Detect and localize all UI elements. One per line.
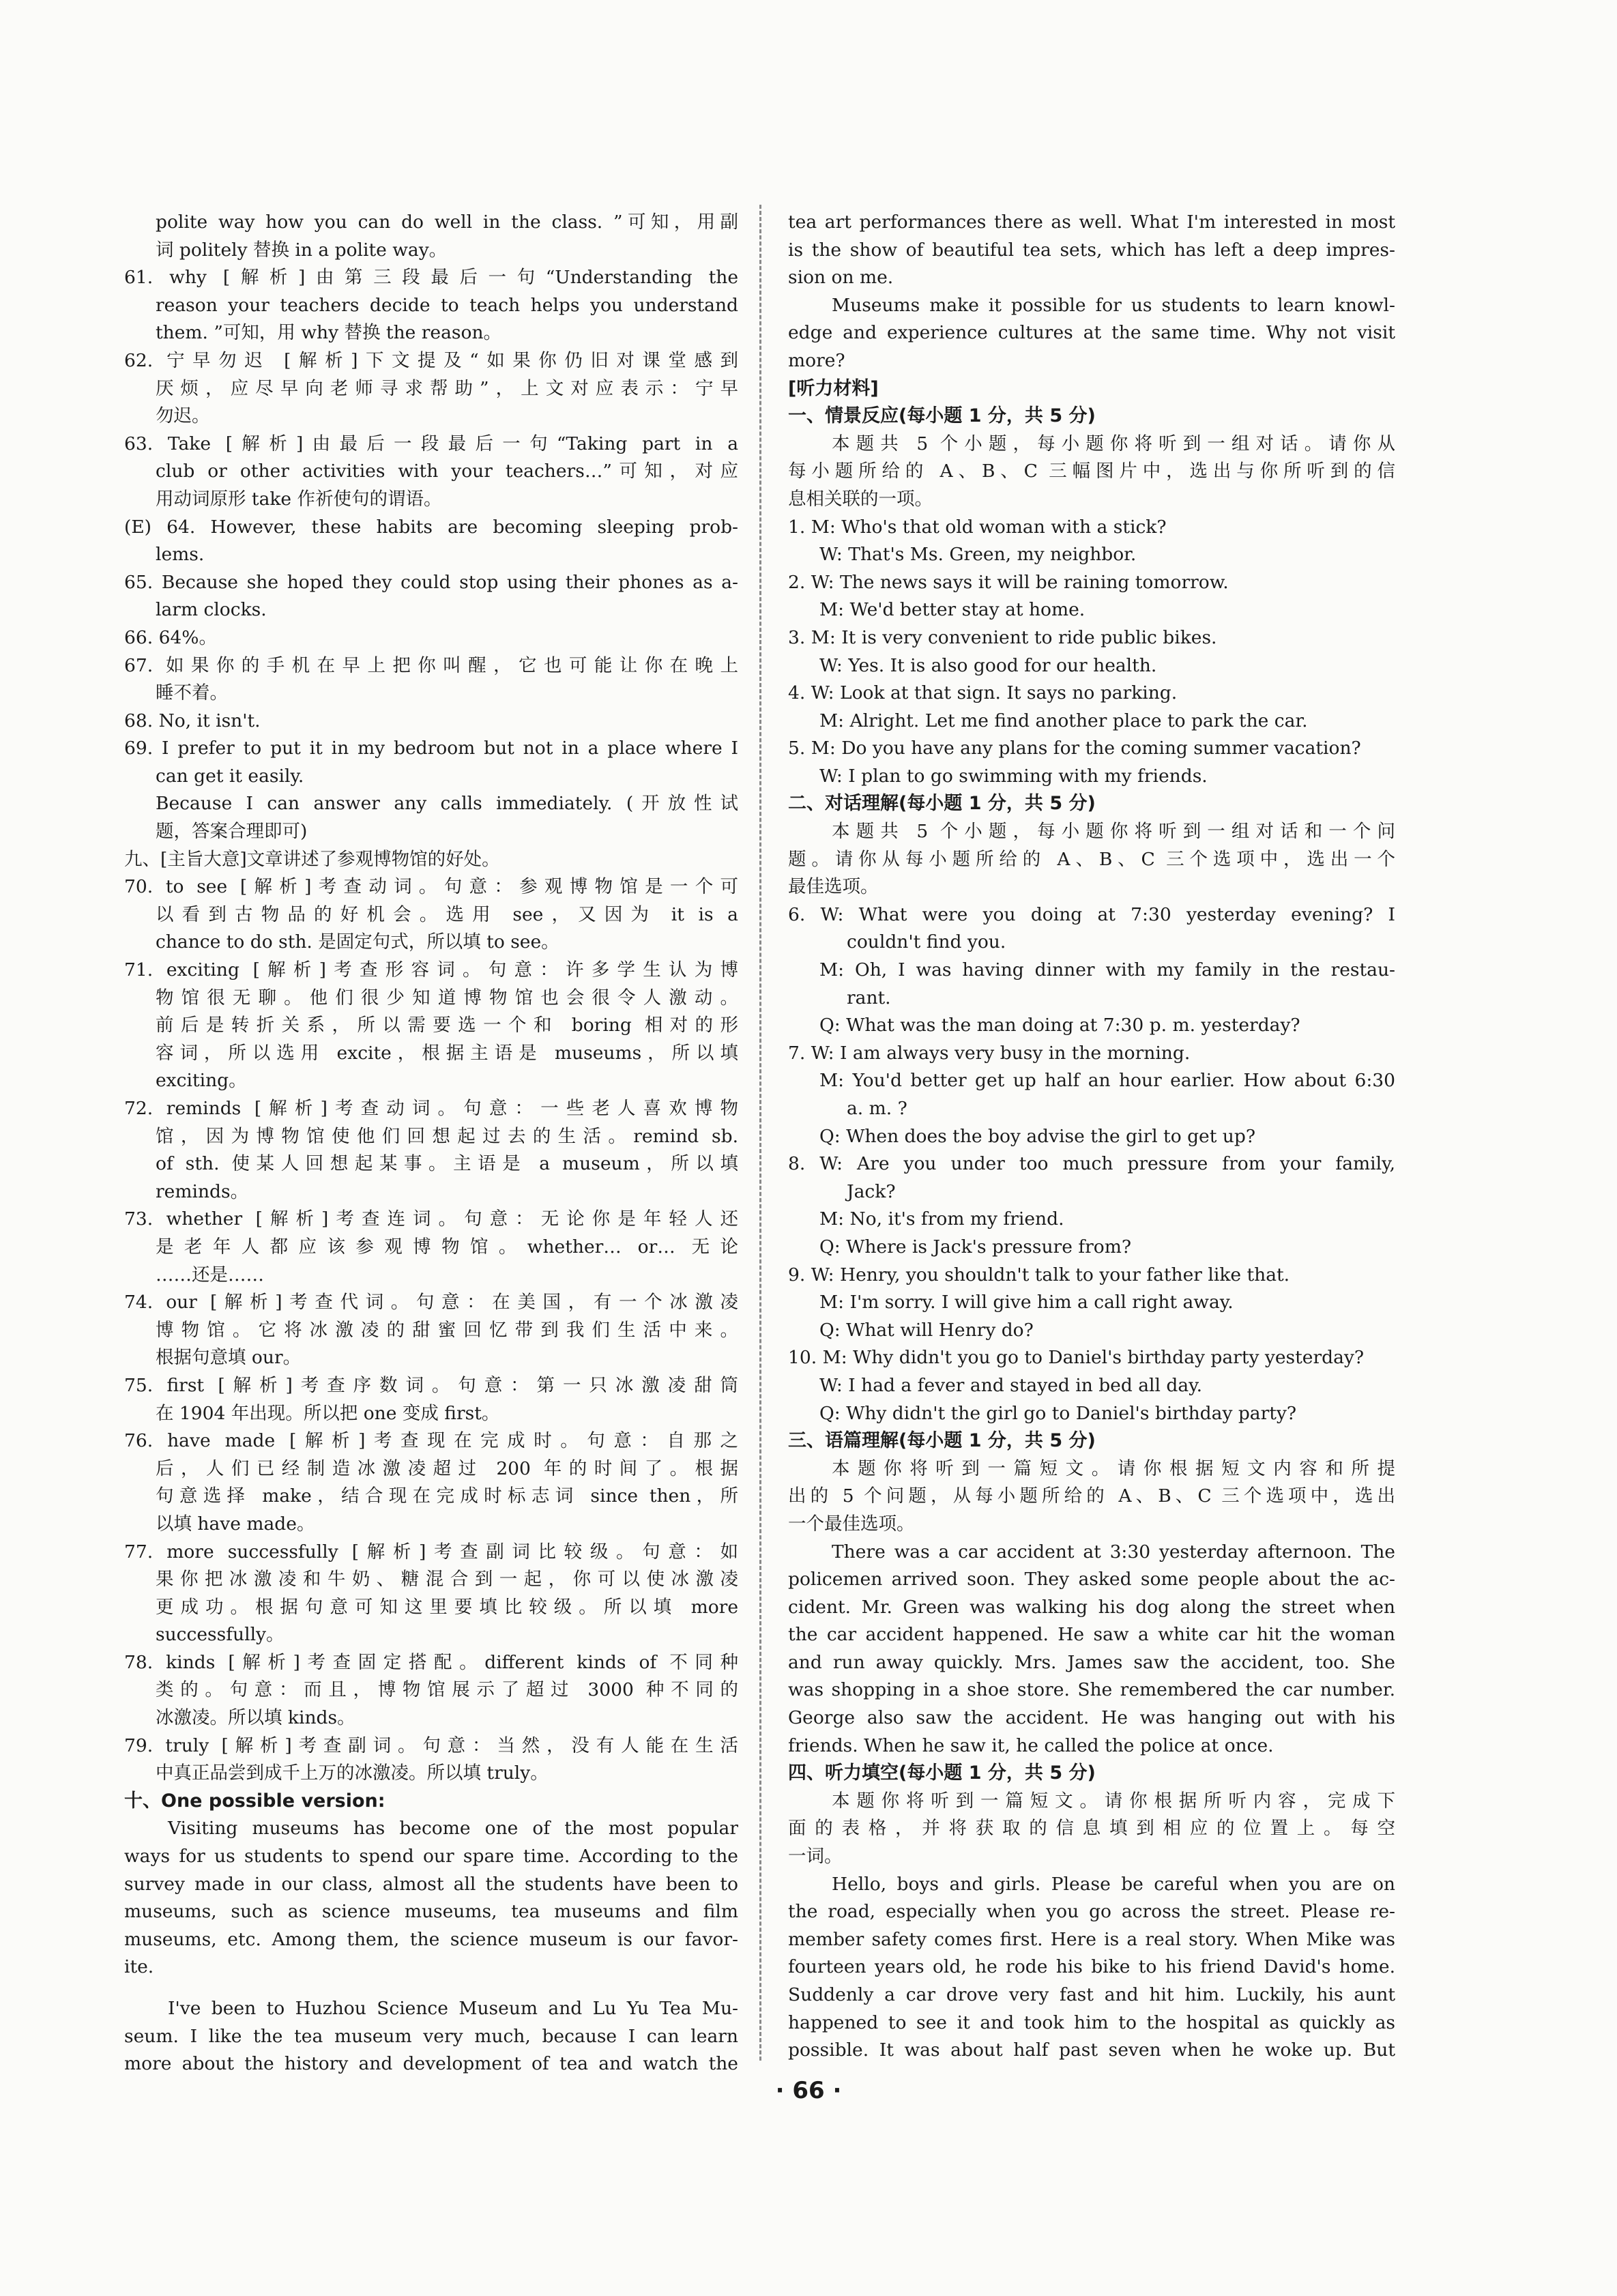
right-text-line: more? bbox=[788, 349, 845, 371]
left-text-line: survey made in our class, almost all the students have been to bbox=[124, 1873, 738, 1895]
left-text-line: 后，人们已经制造冰激凌超过 200 年的时间了。根据 bbox=[156, 1457, 738, 1479]
right-text-line: Museums make it possible for us students to learn knowl- bbox=[832, 294, 1395, 316]
left-text-line: of sth. 使某人回想起某事。主语是 a museum，所以填 bbox=[156, 1153, 738, 1175]
left-text-line: 72. reminds [解析]考查动词。句意：一些老人喜欢博物 bbox=[124, 1098, 738, 1119]
right-text-line: happened to see it and took him to the hospital as quickly as bbox=[788, 2011, 1395, 2033]
right-text-line: Suddenly a car drove very fast and hit him. Luckily, his aunt bbox=[788, 1984, 1395, 2005]
right-text-line: M: Alright. Let me find another place to park the car. bbox=[819, 710, 1308, 731]
left-text-line: 63. Take [解析]由最后一段最后一句“Taking part in a bbox=[124, 433, 738, 454]
left-text-line: 75. first [解析]考查序数词。句意：第一只冰激凌甜筒 bbox=[124, 1374, 738, 1396]
right-text-line: W: I had a fever and stayed in bed all day. bbox=[819, 1374, 1203, 1396]
left-column bbox=[124, 209, 738, 2078]
left-text-line: 九、[主旨大意]文章讲述了参观博物馆的好处。 bbox=[124, 848, 500, 870]
right-text-line: 四、听力填空(每小题 1 分，共 5 分) bbox=[788, 1762, 1096, 1784]
left-text-line: 中真正品尝到成千上万的冰激凌。所以填 truly。 bbox=[156, 1762, 549, 1784]
right-text-line: M: We'd better stay at home. bbox=[819, 599, 1086, 621]
left-text-line: 71. exciting [解析]考查形容词。句意：许多学生认为博 bbox=[124, 959, 738, 981]
left-text-line: ite. bbox=[124, 1956, 154, 1978]
left-text-line: 68. No, it isn't. bbox=[124, 710, 261, 731]
right-text-line: Q: What was the man doing at 7:30 p. m. yesterday? bbox=[819, 1015, 1300, 1036]
left-text-line: reminds。 bbox=[156, 1180, 249, 1202]
left-text-line: 70. to see [解析]考查动词。句意：参观博物馆是一个可 bbox=[124, 876, 738, 898]
right-text-line: tea art performances there as well. What I'm interested in most bbox=[788, 212, 1395, 233]
right-text-line: policemen arrived soon. They asked some people about the ac- bbox=[788, 1569, 1395, 1590]
right-text-line: [听力材料] bbox=[788, 377, 879, 399]
right-text-line: is the show of beautiful tea sets, which has left a deep impres- bbox=[788, 239, 1395, 261]
left-text-line bbox=[124, 1981, 738, 1995]
right-text-line: a. m. ? bbox=[847, 1098, 907, 1119]
left-text-line: 73. whether [解析]考查连词。句意：无论你是年轻人还 bbox=[124, 1208, 738, 1230]
left-text-line: more about the history and development of tea and watch the bbox=[124, 2053, 738, 2075]
right-text-line: sion on me. bbox=[788, 267, 894, 289]
right-text-line: and run away quickly. Mrs. James saw the accident, too. She bbox=[788, 1651, 1395, 1673]
right-text-line: the road, especially when you go across the street. Please re- bbox=[788, 1901, 1395, 1923]
left-text-line: 76. have made [解析]考查现在完成时。句意：自那之 bbox=[124, 1430, 738, 1452]
left-text-line: Visiting museums has become one of the most popular bbox=[168, 1818, 738, 1840]
left-text-line: 69. I prefer to put it in my bedroom but not in a place where I bbox=[124, 738, 738, 759]
right-text-line: Q: What will Henry do? bbox=[819, 1319, 1034, 1341]
left-text-line: 勿迟。 bbox=[156, 405, 210, 427]
left-text-line: 根据句意填 our。 bbox=[156, 1347, 302, 1369]
left-text-line: 馆，因为博物馆使他们回想起过去的生活。remind sb. bbox=[156, 1125, 738, 1147]
left-text-line: 65. Because she hoped they could stop using their phones as a- bbox=[124, 571, 738, 593]
left-text-line: 词 politely 替换 in a polite way。 bbox=[156, 239, 448, 261]
right-text-line: M: I'm sorry. I will give him a call right away. bbox=[819, 1292, 1234, 1313]
right-text-line: 本题共 5 个小题，每小题你将听到一组对话和一个问 bbox=[832, 821, 1395, 843]
right-text-line: fourteen years old, he rode his bike to his friend David's home. bbox=[788, 1956, 1395, 1978]
right-text-line: possible. It was about half past seven when he woke up. But bbox=[788, 2039, 1395, 2061]
right-text-line: 本题你将听到一篇短文。请你根据所听内容，完成下 bbox=[832, 1790, 1395, 1812]
right-text-line: Q: Why didn't the girl go to Daniel's birthday party? bbox=[819, 1402, 1297, 1424]
right-text-line: 2. W: The news says it will be raining tomorrow. bbox=[788, 571, 1229, 593]
left-text-line: ways for us students to spend our spare time. According to the bbox=[124, 1846, 738, 1868]
right-text-line: member safety comes first. Here is a real story. When Mike was bbox=[788, 1928, 1395, 1950]
right-text-line: 本题共 5 个小题，每小题你将听到一组对话。请你从 bbox=[832, 433, 1395, 454]
left-text-line: 74. our [解析]考查代词。句意：在美国，有一个冰激凌 bbox=[124, 1292, 738, 1313]
right-text-line: the car accident happened. He saw a white car hit the woman bbox=[788, 1624, 1395, 1646]
right-text-line: 8. W: Are you under too much pressure from your family, bbox=[788, 1153, 1395, 1175]
left-text-line: successfully。 bbox=[156, 1624, 285, 1646]
left-text-line: 句意选择 make，结合现在完成时标志词 since then，所 bbox=[156, 1485, 738, 1507]
left-text-line: (E) 64. However, these habits are becoming sleeping prob- bbox=[124, 516, 738, 538]
right-text-line: 一、情景反应(每小题 1 分，共 5 分) bbox=[788, 405, 1096, 427]
left-text-line: 睡不着。 bbox=[156, 682, 228, 704]
right-text-line: 7. W: I am always very busy in the morning. bbox=[788, 1042, 1191, 1064]
column-divider bbox=[759, 205, 761, 2061]
left-text-line: museums, such as science museums, tea museums and film bbox=[124, 1901, 738, 1923]
right-text-line: couldn't find you. bbox=[847, 931, 1006, 953]
left-text-line: 用动词原形 take 作祈使句的谓语。 bbox=[156, 488, 442, 510]
right-text-line: 三、语篇理解(每小题 1 分，共 5 分) bbox=[788, 1430, 1096, 1452]
left-text-line: 更成功。根据句意可知这里要填比较级。所以填 more bbox=[156, 1596, 738, 1618]
right-text-line: W: I plan to go swimming with my friends. bbox=[819, 765, 1208, 787]
left-text-line: lems. bbox=[156, 544, 205, 566]
right-text-line: W: That's Ms. Green, my neighbor. bbox=[819, 544, 1137, 566]
right-text-line: edge and experience cultures at the same time. Why not visit bbox=[788, 322, 1395, 344]
right-text-line: George also saw the accident. He was hanging out with his bbox=[788, 1707, 1395, 1729]
left-text-line: 题，答案合理即可) bbox=[156, 821, 308, 843]
right-text-line: 4. W: Look at that sign. It says no parking. bbox=[788, 682, 1178, 704]
left-text-line: 厌烦，应尽早向老师寻求帮助”，上文对应表示：宁早 bbox=[156, 377, 738, 399]
right-text-line: M: Oh, I was having dinner with my family in the restau- bbox=[819, 959, 1395, 981]
left-text-line: 以看到古物品的好机会。选用 see，又因为 it is a bbox=[156, 903, 738, 925]
left-text-line: museums, etc. Among them, the science museum is our favor- bbox=[124, 1928, 738, 1950]
left-text-line: them. ”可知，用 why 替换 the reason。 bbox=[156, 322, 502, 344]
left-text-line: chance to do sth. 是固定句式，所以填 to see。 bbox=[156, 931, 559, 953]
left-text-line: ……还是…… bbox=[156, 1264, 264, 1285]
right-text-line: W: Yes. It is also good for our health. bbox=[819, 654, 1157, 676]
right-text-line: 6. W: What were you doing at 7:30 yesterday evening? I bbox=[788, 903, 1395, 925]
right-text-line: 出的 5 个问题，从每小题所给的 A、B、C 三个选项中，选出 bbox=[788, 1485, 1395, 1507]
left-text-line: 66. 64%。 bbox=[124, 626, 217, 648]
left-text-line: 79. truly [解析]考查副词。句意：当然，没有人能在生活 bbox=[124, 1734, 738, 1756]
left-text-line: I've been to Huzhou Science Museum and Lu Yu Tea Mu- bbox=[168, 1998, 738, 2019]
right-text-line: 二、对话理解(每小题 1 分，共 5 分) bbox=[788, 793, 1096, 815]
left-text-line: 是老年人都应该参观博物馆。whether… or… 无论 bbox=[156, 1236, 738, 1258]
right-text-line: Jack? bbox=[847, 1180, 896, 1202]
right-text-line: rant. bbox=[847, 987, 891, 1008]
left-text-line: 类的。句意：而且，博物馆展示了超过 3000 种不同的 bbox=[156, 1679, 738, 1701]
left-text-line: 以填 have made。 bbox=[156, 1513, 315, 1535]
left-text-line: 62. 宁早勿迟 [解析]下文提及“如果你仍旧对课堂感到 bbox=[124, 349, 738, 371]
right-text-line: 题。请你从每小题所给的 A、B、C 三个选项中，选出一个 bbox=[788, 848, 1395, 870]
right-text-line: 一个最佳选项。 bbox=[788, 1513, 915, 1535]
right-text-line: 10. M: Why didn't you go to Daniel's birthday party yesterday? bbox=[788, 1347, 1365, 1369]
right-text-line: 3. M: It is very convenient to ride public bikes. bbox=[788, 626, 1217, 648]
right-text-line: 1. M: Who's that old woman with a stick? bbox=[788, 516, 1167, 538]
left-text-line: polite way how you can do well in the class. ”可知，用副 bbox=[156, 212, 738, 233]
left-text-line: 在 1904 年出现。所以把 one 变成 first。 bbox=[156, 1402, 500, 1424]
right-text-line: 一词。 bbox=[788, 1846, 843, 1868]
left-text-line: 78. kinds [解析]考查固定搭配。different kinds of 不同种 bbox=[124, 1651, 738, 1673]
left-text-line: 容词，所以选用 excite，根据主语是 museums，所以填 bbox=[156, 1042, 738, 1064]
left-text-line: club or other activities with your teachers…”可知，对应 bbox=[156, 461, 738, 482]
left-text-line: 前后是转折关系，所以需要选一个和 boring 相对的形 bbox=[156, 1015, 738, 1036]
left-text-line: can get it easily. bbox=[156, 765, 304, 787]
right-text-line: Q: Where is Jack's pressure from? bbox=[819, 1236, 1132, 1258]
left-text-line: 77. more successfully [解析]考查副词比较级。句意：如 bbox=[124, 1541, 738, 1563]
right-text-line: Hello, boys and girls. Please be careful when you are on bbox=[832, 1873, 1395, 1895]
right-text-line: cident. Mr. Green was walking his dog along the street when bbox=[788, 1596, 1395, 1618]
right-text-line: friends. When he saw it, he called the police at once. bbox=[788, 1734, 1274, 1756]
right-text-line: 每小题所给的 A、B、C 三幅图片中，选出与你所听到的信 bbox=[788, 461, 1395, 482]
left-text-line: seum. I like the tea museum very much, because I can learn bbox=[124, 2025, 738, 2047]
left-text-line: 十、One possible version: bbox=[124, 1790, 385, 1812]
left-text-line: 61. why [解析]由第三段最后一句“Understanding the bbox=[124, 267, 738, 289]
left-text-line: Because I can answer any calls immediately. (开放性试 bbox=[156, 793, 738, 815]
left-text-line: 物馆很无聊。他们很少知道博物馆也会很令人激动。 bbox=[156, 987, 738, 1008]
right-text-line: was shopping in a shoe store. She remembered the car number. bbox=[788, 1679, 1395, 1701]
right-text-line: 面的表格，并将获取的信息填到相应的位置上。每空 bbox=[788, 1818, 1395, 1840]
left-text-line: 67. 如果你的手机在早上把你叫醒，它也可能让你在晚上 bbox=[124, 654, 738, 676]
left-text-line: 博物馆。它将冰激凌的甜蜜回忆带到我们生活中来。 bbox=[156, 1319, 738, 1341]
right-column bbox=[788, 209, 1395, 2065]
page-number: · 66 · bbox=[775, 2077, 842, 2104]
left-text-line: 冰激凌。所以填 kinds。 bbox=[156, 1707, 355, 1729]
left-text-line: 果你把冰激凌和牛奶、糖混合到一起，你可以使冰激凌 bbox=[156, 1569, 738, 1590]
right-text-line: M: No, it's from my friend. bbox=[819, 1208, 1064, 1230]
right-text-line: 最佳选项。 bbox=[788, 876, 879, 898]
right-text-line: 9. W: Henry, you shouldn't talk to your father like that. bbox=[788, 1264, 1290, 1285]
left-text-line: exciting。 bbox=[156, 1070, 247, 1092]
left-text-line: reason your teachers decide to teach helps you understand bbox=[156, 294, 738, 316]
right-text-line: 息相关联的一项。 bbox=[788, 488, 933, 510]
right-text-line: M: You'd better get up half an hour earlier. How about 6:30 bbox=[819, 1070, 1395, 1092]
right-text-line: Q: When does the boy advise the girl to get up? bbox=[819, 1125, 1256, 1147]
left-text-line: larm clocks. bbox=[156, 599, 267, 621]
right-text-line: There was a car accident at 3:30 yesterday afternoon. The bbox=[832, 1541, 1395, 1563]
right-text-line: 本题你将听到一篇短文。请你根据短文内容和所提 bbox=[832, 1457, 1395, 1479]
right-text-line: 5. M: Do you have any plans for the coming summer vacation? bbox=[788, 738, 1361, 759]
